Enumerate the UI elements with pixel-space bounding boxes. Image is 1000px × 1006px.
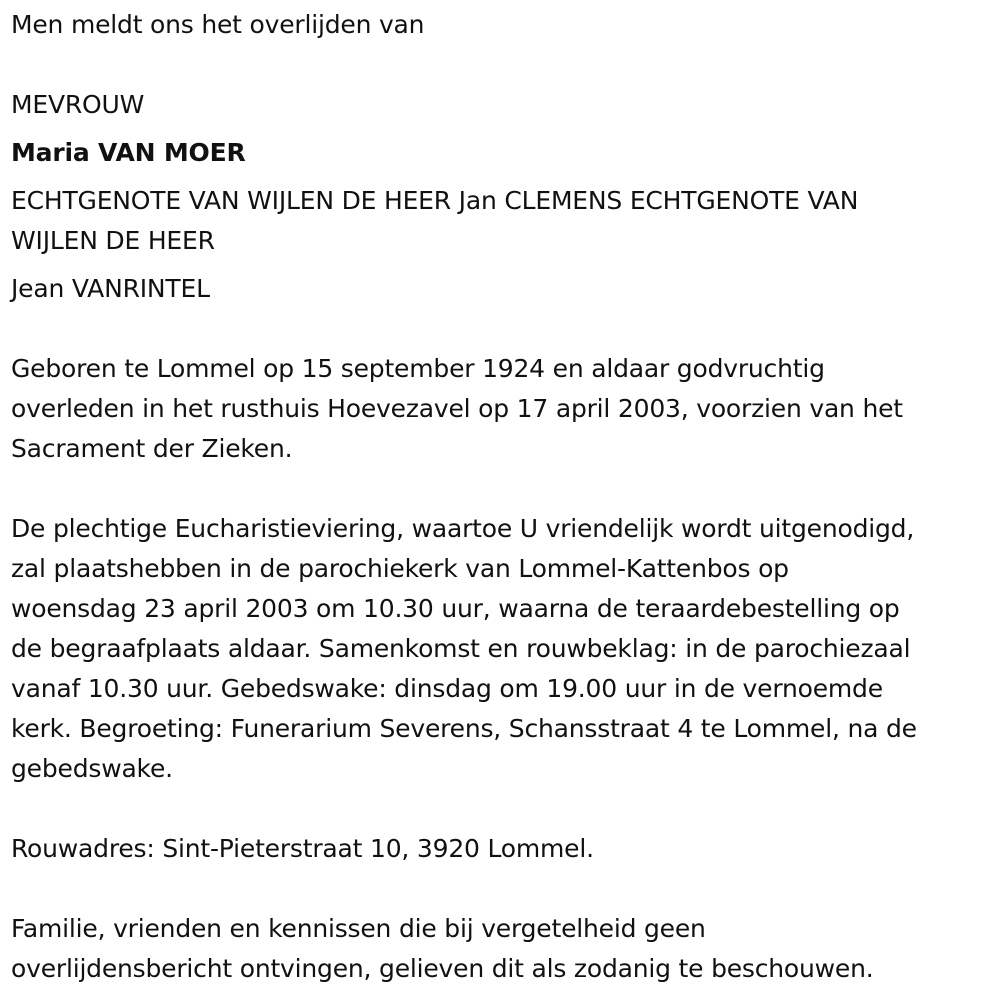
honorific-title: MEVROUW <box>11 90 145 119</box>
spouse-line: WIJLEN DE HEER <box>11 226 215 255</box>
paragraph-line: Familie, vrienden en kennissen die bij vergetelheid geen <box>11 914 706 943</box>
paragraph-line: gebedswake. <box>11 754 173 783</box>
paragraph-line: Sacrament der Zieken. <box>11 434 293 463</box>
paragraph-line: De plechtige Eucharistieviering, waartoe U vriendelijk wordt uitgenodigd, <box>11 514 915 543</box>
paragraph-line: Geboren te Lommel op 15 september 1924 en aldaar godvruchtig <box>11 354 825 383</box>
paragraph-line: woensdag 23 april 2003 om 10.30 uur, waarna de teraardebestelling op <box>11 594 900 623</box>
paragraph-line: kerk. Begroeting: Funerarium Severens, Schansstraat 4 te Lommel, na de <box>11 714 917 743</box>
paragraph-line: zal plaatshebben in de parochiekerk van Lommel-Kattenbos op <box>11 554 789 583</box>
intro-text: Men meldt ons het overlijden van <box>11 10 425 39</box>
mourning-address: Rouwadres: Sint-Pieterstraat 10, 3920 Lommel. <box>11 834 594 863</box>
paragraph-line: overleden in het rusthuis Hoevezavel op 17 april 2003, voorzien van het <box>11 394 903 423</box>
paragraph-line: de begraafplaats aldaar. Samenkomst en rouwbeklag: in de parochiezaal <box>11 634 911 663</box>
spouse-line: ECHTGENOTE VAN WIJLEN DE HEER Jan CLEMENS ECHTGENOTE VAN <box>11 186 859 215</box>
spouse-line: Jean VANRINTEL <box>11 274 210 303</box>
paragraph-line: overlijdensbericht ontvingen, gelieven dit als zodanig te beschouwen. <box>11 954 874 983</box>
deceased-name: Maria VAN MOER <box>11 138 246 167</box>
paragraph-line: vanaf 10.30 uur. Gebedswake: dinsdag om 19.00 uur in de vernoemde <box>11 674 883 703</box>
